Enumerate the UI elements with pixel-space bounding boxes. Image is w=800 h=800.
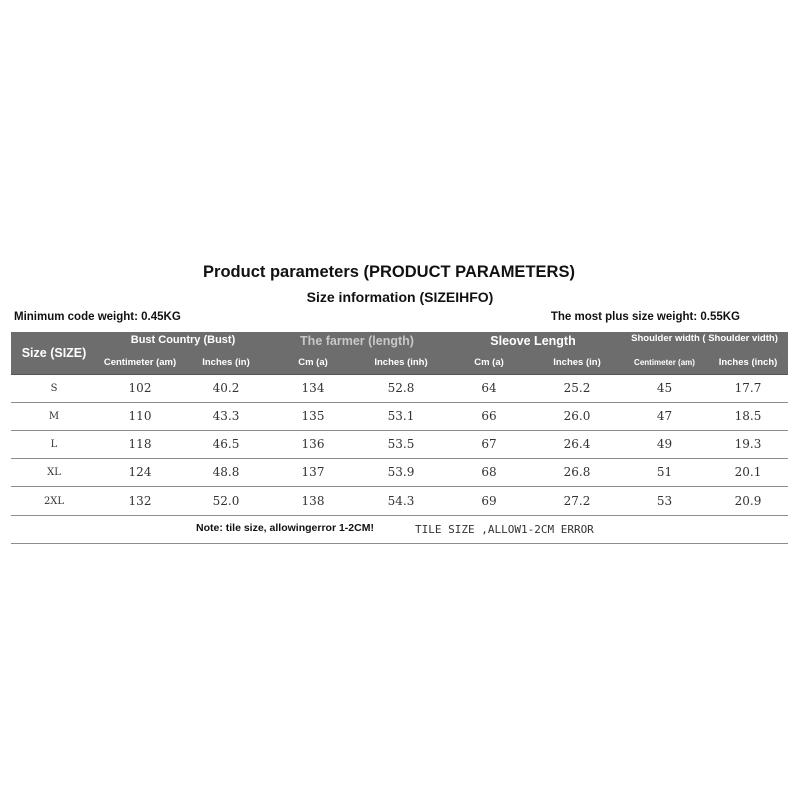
length-inch-header: Inches (inh) <box>374 357 428 368</box>
length-group-header: The farmer (length) <box>300 334 414 348</box>
value-cell: 124 <box>128 465 152 479</box>
shoulder-inch-header: Inches (inch) <box>718 357 778 368</box>
value-cell: 66 <box>481 409 497 423</box>
value-cell: 135 <box>301 409 325 423</box>
value-cell: 52.0 <box>212 494 240 508</box>
shoulder-cm-header: Centimeter (am) <box>634 358 695 367</box>
value-cell: 45 <box>656 381 673 395</box>
minimum-weight: Minimum code weight: 0.45KG <box>14 311 181 323</box>
note-row <box>11 518 788 544</box>
table-row <box>11 488 788 516</box>
value-cell: 54.3 <box>387 494 415 508</box>
value-cell: 53.5 <box>387 437 415 451</box>
value-cell: 52.8 <box>387 381 415 395</box>
value-cell: 69 <box>481 494 497 508</box>
value-cell: 26.0 <box>563 409 591 423</box>
value-cell: 64 <box>481 381 497 395</box>
value-cell: 138 <box>301 494 325 508</box>
value-cell: 40.2 <box>212 381 240 395</box>
value-cell: 43.3 <box>212 409 240 423</box>
value-cell: 102 <box>128 381 152 395</box>
value-cell: 26.8 <box>563 465 591 479</box>
value-cell: 132 <box>128 494 152 508</box>
size-cell: M <box>48 411 60 422</box>
note-caps: TILE SIZE ,ALLOW1-2CM ERROR <box>415 523 594 536</box>
value-cell: 136 <box>301 437 325 451</box>
table-header <box>11 332 788 374</box>
table-row <box>11 431 788 459</box>
table-row <box>11 459 788 487</box>
page-subtitle: Size information (SIZEIHFO) <box>306 289 494 305</box>
value-cell: 25.2 <box>563 381 591 395</box>
size-cell: L <box>50 439 58 450</box>
value-cell: 110 <box>128 409 152 423</box>
value-cell: 137 <box>301 465 325 479</box>
size-column-header: Size (SIZE) <box>21 346 87 360</box>
size-cell: XL <box>47 467 61 478</box>
page-title: Product parameters (PRODUCT PARAMETERS) <box>203 263 575 281</box>
note-english: Note: tile size, allowingerror 1-2CM! <box>196 522 374 534</box>
table-row <box>11 403 788 431</box>
value-cell: 19.3 <box>734 437 762 451</box>
value-cell: 49 <box>656 437 673 451</box>
value-cell: 68 <box>481 465 497 479</box>
value-cell: 20.1 <box>734 465 762 479</box>
value-cell: 20.9 <box>734 494 762 508</box>
value-cell: 53.1 <box>387 409 415 423</box>
size-cell: S <box>50 383 58 394</box>
value-cell: 53 <box>656 494 673 508</box>
value-cell: 27.2 <box>563 494 591 508</box>
value-cell: 53.9 <box>387 465 415 479</box>
value-cell: 47 <box>656 409 673 423</box>
sleeve-group-header: Sleove Length <box>490 334 576 348</box>
bust-cm-header: Centimeter (am) <box>103 357 177 368</box>
length-cm-header: Cm (a) <box>298 357 328 368</box>
maximum-weight: The most plus size weight: 0.55KG <box>550 311 740 323</box>
sleeve-cm-header: Cm (a) <box>474 357 504 368</box>
value-cell: 17.7 <box>734 381 762 395</box>
bust-inch-header: Inches (in) <box>202 357 250 368</box>
size-cell: 2XL <box>43 496 65 507</box>
shoulder-group-header: Shoulder width ( Shoulder vidth) <box>631 333 778 344</box>
value-cell: 118 <box>128 437 152 451</box>
bust-group-header: Bust Country (Bust) <box>130 334 236 346</box>
value-cell: 46.5 <box>212 437 240 451</box>
value-cell: 51 <box>656 465 673 479</box>
value-cell: 48.8 <box>212 465 240 479</box>
table-row <box>11 375 788 403</box>
value-cell: 67 <box>481 437 497 451</box>
value-cell: 134 <box>301 381 325 395</box>
value-cell: 26.4 <box>563 437 591 451</box>
value-cell: 18.5 <box>734 409 762 423</box>
sleeve-inch-header: Inches (in) <box>553 357 601 368</box>
